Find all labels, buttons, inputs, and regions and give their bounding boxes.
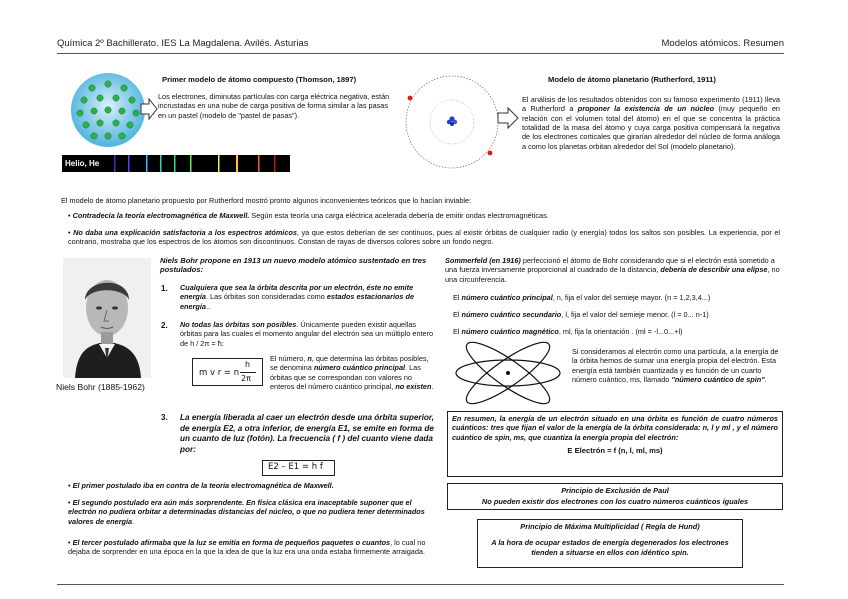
summary-text: En resumen, la energía de un electrón situado en una órbita es función de cuatro números cuánticos: tres que fijan el valor de la energía de la órbita considerada: n, l y ml , y el número cuántico de spin, ms, que cuantiza la energía propia del electrón: bbox=[452, 414, 778, 442]
hund-box bbox=[477, 519, 743, 568]
problem-2: • No daba una explicación satisfactoria a los espectros atómicos, ya que estos deberían de ser continuos, pues al existir órbitas de cualquier radio (y energía) todos los saltos son posibles. La experiencia, por el contrario, mostraba que los espectros de los átomos son discontinuos. Constan de rayas de diversos colores sobre un fondo negro. bbox=[68, 228, 781, 247]
helium-spectrum bbox=[62, 155, 290, 172]
postulate-1: Cualquiera que sea la órbita descrita por un electrón, éste no emite energía. Las órbitas son consideradas como estados estacionarios de energía.. bbox=[180, 283, 415, 311]
postulate-3: La energía liberada al caer un electrón desde una órbita superior, de energía E2, a otra inferior, de energía E1, se emite en forma de un cuanto de luz (fotón). La frecuencia ( f ) del cuanto viene dada por: bbox=[180, 413, 434, 454]
quantum-number-secondary: El número cuántico secundario, l, fija el valor del semieje menor. (l = 0... n-1) bbox=[453, 310, 709, 319]
postulate-2-number: 2. bbox=[161, 321, 168, 330]
bohr-intro: Niels Bohr propone en 1913 un nuevo modelo atómico sustentado en tres postulados: bbox=[160, 256, 427, 275]
thomson-title: Primer modelo de átomo compuesto (Thomson, 1897) bbox=[162, 75, 357, 84]
pauli-box bbox=[447, 483, 783, 510]
bohr-comment-2: • El segundo postulado era aún más sorprendente. En física clásica era inaceptable suponer que el electrón no pudiera orbitar a determinadas distancias del núcleo, o que no pudiera tener determinados valores de energía. bbox=[68, 498, 425, 526]
postulate-2: No todas las órbitas son posibles. Únicamente pueden existir aquellas órbitas para las cuales el momento angular del electrón sea un múltiplo entero de h / 2π = ħ: bbox=[180, 320, 434, 348]
postulate-3-number: 3. bbox=[161, 413, 168, 422]
footer-divider bbox=[57, 584, 784, 585]
summary-box bbox=[447, 411, 783, 477]
header-right: Modelos atómicos. Resumen bbox=[661, 38, 784, 49]
angular-momentum-formula bbox=[192, 358, 263, 386]
header-divider bbox=[57, 53, 784, 54]
bohr-comment-1: • El primer postulado iba en contra de la teoría electromagnética de Maxwell. bbox=[68, 481, 334, 490]
formula-numerator: h bbox=[245, 360, 251, 369]
bohr-comment-3: • El tercer postulado afirmaba que la luz se emitía en forma de pequeños paquetes o cuantos, lo cual no dejaba de sorprender en una época en la que la idea de que la luz era una onda estaba firmemente arraigada. bbox=[68, 538, 426, 557]
problems-intro: El modelo de átomo planetario propuesto por Rutherford mostró pronto algunos inconvenientes teóricos que lo hacían inviable: bbox=[61, 196, 472, 205]
rutherford-atom-image bbox=[398, 70, 506, 178]
quantum-number-principal: El número cuántico principal, n, fija el valor del semieje mayor. (n = 1,2,3,4...) bbox=[453, 293, 711, 302]
elliptical-orbits-image bbox=[452, 340, 564, 406]
energy-formula: E2 – E1 = h f bbox=[262, 460, 335, 476]
header-left: Química 2º Bachillerato. IES La Magdalena. Avilés. Asturias bbox=[57, 38, 309, 49]
hund-text: A la hora de ocupar estados de energía degenerados los electrones tienden a situarse en ellos con idéntico spin. bbox=[491, 538, 729, 557]
pauli-title: Principio de Exclusión de Paul bbox=[561, 486, 669, 495]
summary-formula: E Electrón = f (n, l, ml, ms) bbox=[567, 445, 663, 455]
arrow-right-icon bbox=[140, 98, 158, 122]
sommerfeld-intro: Sommerfeld (en 1916) perfeccionó el átomo de Bohr considerando que si el electrón está sometido a una fuerza inversamente proporcional al cuadrado de la distancia, debería de describir una elipse, no una circunferencia. bbox=[445, 256, 780, 284]
thomson-text: Los electrones, diminutas partículas con carga eléctrica negativa, están incrustadas en una nube de carga positiva de forma similar a las pasas en un pastel (modelo de "pastel de pasas"). bbox=[158, 92, 390, 120]
rutherford-title: Modelo de átomo planetario (Rutherford, 1911) bbox=[548, 75, 716, 84]
quantum-number-magnetic: El número cuántico magnético, ml, fija la orientación . (ml = -l...0...+l) bbox=[453, 327, 683, 336]
bohr-caption: Niels Bohr (1885-1962) bbox=[56, 382, 145, 392]
spectrum-label: Helio, He bbox=[65, 159, 100, 168]
postulate-1-number: 1. bbox=[161, 284, 168, 293]
fraction-bar bbox=[240, 372, 256, 373]
rutherford-text: El análisis de los resultados obtenidos con su famoso experimento (1911) lleva a Rutherford a proponer la existencia de un núcleo (muy pequeño en relación con el volumen total del átomo) en el que se concentra la práctica totalidad de la masa del átomo y cuya carga positiva compensará la negativa de los electrones corticales que girarían alrededor del núcleo de forma análoga a como los planetas orbitan alrededor del Sol (modelo planetario). bbox=[522, 95, 780, 151]
bohr-portrait bbox=[63, 258, 151, 378]
pauli-text: No pueden existir dos electrones con los cuatro números cuánticos iguales bbox=[481, 497, 749, 507]
postulate-2-explanation: El número, n, que determina las órbitas posibles, se denomina número cuántico principal. Las órbitas que se correspondan con valores no enteros del número cuántico principal, no existen. bbox=[270, 354, 434, 391]
formula-left: m v r = n bbox=[199, 368, 240, 378]
problem-1: • Contradecía la teoría electromagnética de Maxwell. Según esta teoría una carga eléctrica acelerada debería de emitir ondas electromagnéticas. bbox=[68, 211, 549, 220]
spin-text: Si consideramos al electrón como una partícula, a la energía de la órbita hemos de sumar una energía propia del electrón. Esta energía está también cuantizada y es función de un cuarto número cuántico, ms, llamado "número cuántico de spin". bbox=[572, 347, 779, 384]
hund-title: Principio de Máxima Multiplicidad ( Regla de Hund) bbox=[520, 522, 700, 531]
arrow-right-icon bbox=[497, 107, 519, 131]
formula-denominator: 2π bbox=[241, 374, 251, 383]
